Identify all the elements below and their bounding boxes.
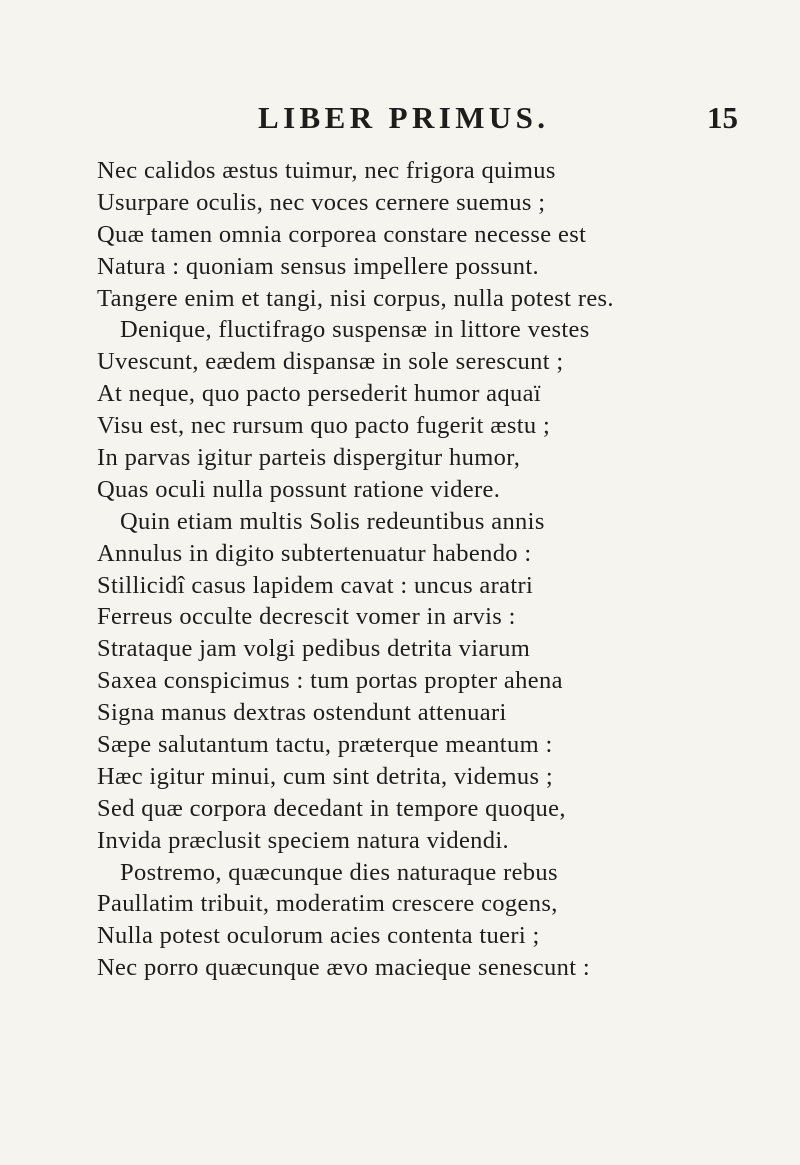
- verse-line: Annulus in digito subtertenuatur habendo :: [97, 539, 532, 567]
- verse-line: Nec porro quæcunque ævo macieque senescunt :: [97, 954, 591, 982]
- verse-line: Postremo, quæcunque dies naturaque rebus: [120, 858, 558, 886]
- verse-line: Strataque jam volgi pedibus detrita viarum: [97, 635, 531, 663]
- verse-line: Paullatim tribuit, moderatim crescere cogens,: [97, 890, 558, 918]
- verse-line: Natura : quoniam sensus impellere possunt.: [97, 252, 540, 280]
- verse-line: Quæ tamen omnia corporea constare necesse est: [97, 220, 587, 248]
- verse-line: In parvas igitur parteis dispergitur humor,: [97, 444, 521, 472]
- verse-line: Stillicidî casus lapidem cavat : uncus aratri: [97, 571, 534, 599]
- verse-line: Denique, fluctifrago suspensæ in littore vestes: [120, 316, 590, 344]
- verse-line: Visu est, nec rursum quo pacto fugerit æstu ;: [97, 412, 551, 440]
- verse-line: Ferreus occulte decrescit vomer in arvis :: [97, 603, 516, 631]
- verse-line: Nec calidos æstus tuimur, nec frigora quimus: [97, 157, 556, 184]
- verse-line: Usurpare oculis, nec voces cernere suemus ;: [97, 188, 546, 216]
- running-head: [258, 98, 738, 138]
- verse-line: Nulla potest oculorum acies contenta tueri ;: [97, 922, 540, 950]
- verse-line: Quin etiam multis Solis redeuntibus annis: [120, 507, 545, 535]
- verse-body: [97, 155, 737, 984]
- verse-line: Sed quæ corpora decedant in tempore quoque,: [97, 794, 566, 822]
- verse-line: Sæpe salutantum tactu, præterque meantum :: [97, 731, 553, 759]
- verse-line: Hæc igitur minui, cum sint detrita, videmus ;: [97, 762, 554, 790]
- verse-line: Tangere enim et tangi, nisi corpus, nulla potest res.: [97, 284, 614, 312]
- verse-line: Quas oculi nulla possunt ratione videre.: [97, 475, 501, 503]
- verse-line: Uvescunt, eædem dispansæ in sole serescunt ;: [97, 348, 564, 376]
- verse-line: Saxea conspicimus : tum portas propter ahena: [97, 667, 563, 695]
- running-head-title: LIBER PRIMUS.: [258, 100, 550, 135]
- verse-line: At neque, quo pacto persederit humor aquaï: [97, 380, 541, 408]
- verse-line: Signa manus dextras ostendunt attenuari: [97, 699, 507, 727]
- verse-line: Invida præclusit speciem natura videndi.: [97, 826, 510, 854]
- page-number: 15: [707, 100, 738, 135]
